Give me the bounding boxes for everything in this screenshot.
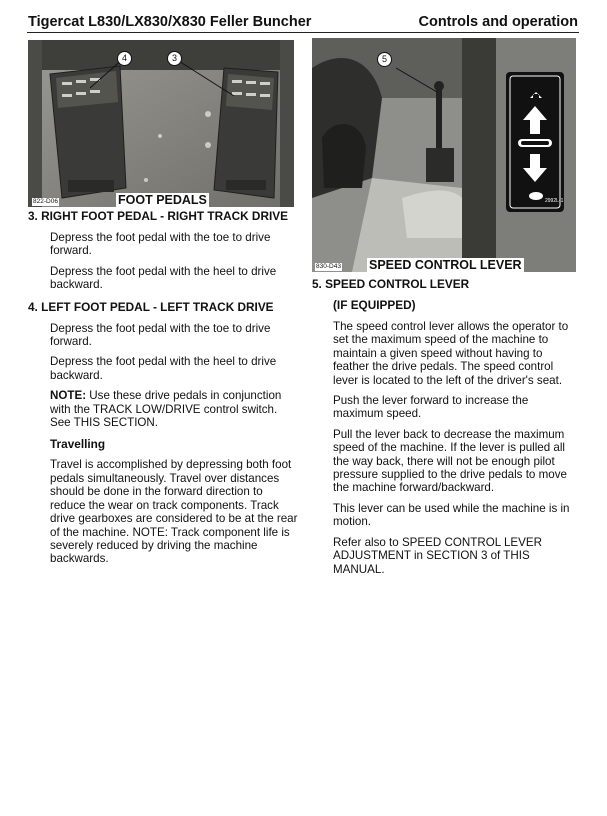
figure-tag: 830-D43 <box>316 263 341 270</box>
speed-lever-photo <box>312 38 576 272</box>
speed-lever-text-1: The speed control lever allows the operator to set the maximum speed of the machine to maintain a given speed without having to feather the drive pedals. The speed control lever is located to the left of the driver's seat. <box>333 320 569 387</box>
item-3-title: 3. RIGHT FOOT PEDAL - RIGHT TRACK DRIVE <box>28 209 288 223</box>
item-3-text-2: Depress the foot pedal with the heel to drive backward. <box>50 264 277 292</box>
speed-lever-text-4: This lever can be used while the machine is in motion. <box>333 501 570 529</box>
figure-tag: 822-D06 <box>33 198 58 205</box>
item-3-text-1: Depress the foot pedal with the toe to drive forward. <box>50 231 271 258</box>
item-5-title: 5. SPEED CONTROL LEVER <box>312 277 470 291</box>
item-4-title: 4. LEFT FOOT PEDAL - LEFT TRACK DRIVE <box>28 299 274 314</box>
speed-lever-illustration <box>312 38 576 272</box>
right-column <box>312 277 578 576</box>
item-4-text-2: Depress the foot pedal with the heel to drive backward. <box>50 355 277 382</box>
travelling-heading: Travelling <box>50 437 106 452</box>
callout-4: 4 <box>117 51 132 66</box>
note-label: NOTE: <box>50 389 87 403</box>
foot-pedals-photo <box>28 40 294 207</box>
note-paragraph <box>50 389 298 429</box>
speed-lever-text-2: Push the lever forward to increase the maximum speed. <box>333 394 529 421</box>
item-4-text-1: Depress the foot pedal with the toe to drive forward. <box>50 321 271 349</box>
left-column <box>28 209 308 566</box>
section-title: Controls and operation <box>418 14 578 30</box>
callout-3: 3 <box>167 51 182 66</box>
speed-lever-text-5: Refer also to SPEED CONTROL LEVER ADJUSTMENT in SECTION 3 of THIS MANUAL. <box>333 535 542 576</box>
travelling-text: Travel is accomplished by depressing both foot pedals simultaneously. Travel over distances should be done in the forward direction to reduce the wear on track components. Track drive gearboxes are considered to be at the rear of the machine. NOTE: Track component life is severely reduced by driving the machine backwards. <box>50 458 298 566</box>
header-rule <box>27 32 579 33</box>
speed-lever-text-3: Pull the lever back to decrease the maximum speed of the machine. If the lever is pulled all the way back, there will not be enough pilot pressure supplied to the drive pedals to move the machine forward/backward. <box>333 427 567 495</box>
note-text: Use these drive pedals in conjunction with the TRACK LOW/DRIVE control switch. See THIS SECTION. <box>50 389 282 430</box>
callout-5: 5 <box>377 52 392 67</box>
decal-tag: 2992L-1 <box>545 198 564 204</box>
document-title: Tigercat L830/LX830/X830 Feller Buncher <box>28 14 312 30</box>
figure-caption: SPEED CONTROL LEVER <box>369 258 522 272</box>
foot-pedals-illustration <box>28 40 294 207</box>
figure-caption: FOOT PEDALS <box>118 193 207 207</box>
item-5-subtitle: (IF EQUIPPED) <box>333 298 416 312</box>
